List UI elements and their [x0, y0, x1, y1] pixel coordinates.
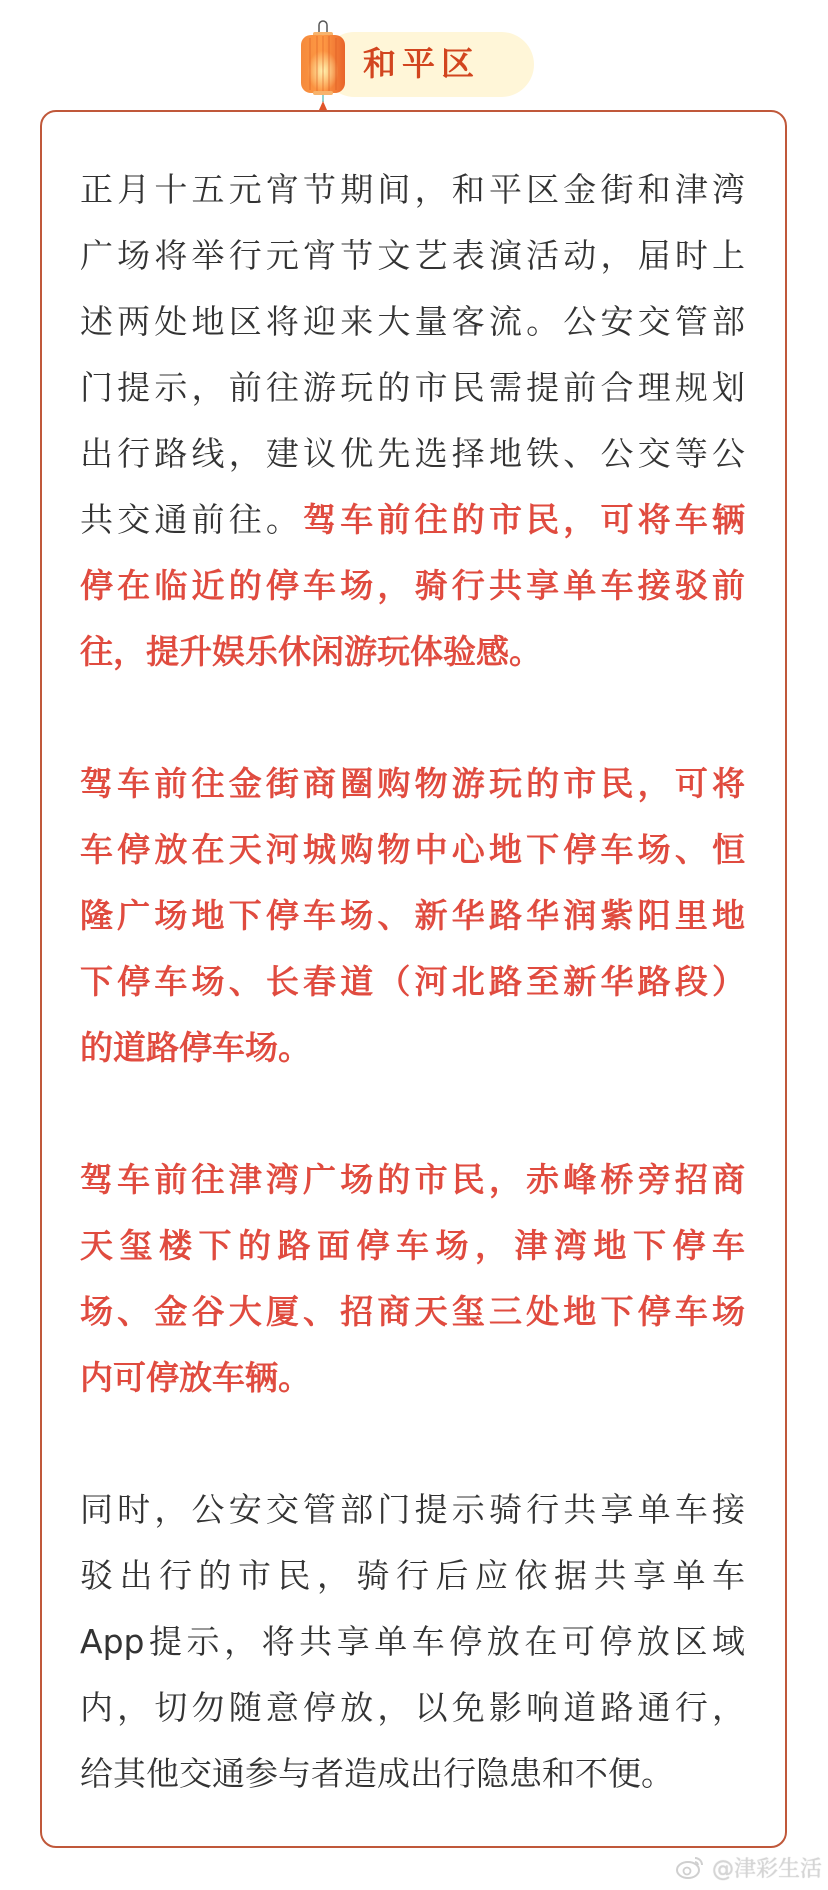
text-line	[80, 553, 745, 619]
text-line	[80, 883, 745, 949]
body-text: 内，切勿随意停放，以免影响道路通行，	[80, 1688, 745, 1727]
text-line	[80, 157, 745, 223]
text-line	[80, 817, 745, 883]
notice-body	[80, 157, 745, 1807]
text-line	[80, 289, 745, 355]
text-line	[80, 1015, 745, 1081]
weibo-icon	[676, 1854, 706, 1880]
highlighted-text: 下停车场、长春道（河北路至新华路段）	[80, 962, 745, 1001]
text-line	[80, 421, 745, 487]
text-line	[80, 1477, 745, 1543]
body-text: 述两处地区将迎来大量客流。公安交管部	[80, 302, 745, 341]
body-text: 同时，公安交管部门提示骑行共享单车接	[80, 1490, 745, 1529]
paragraph	[80, 751, 745, 1081]
text-line	[80, 751, 745, 817]
paragraph-spacer	[80, 1081, 745, 1147]
text-line	[80, 1279, 745, 1345]
highlighted-text: 场、金谷大厦、招商天玺三处地下停车场	[80, 1292, 745, 1331]
highlighted-text: 天玺楼下的路面停车场，津湾地下停车	[80, 1226, 745, 1265]
text-line	[80, 1147, 745, 1213]
text-line	[80, 487, 745, 553]
paragraph	[80, 157, 745, 685]
highlighted-text: 驾车前往金街商圈购物游玩的市民，可将	[80, 764, 745, 803]
text-line	[80, 1213, 745, 1279]
text-line	[80, 1675, 745, 1741]
body-text: 共交通前往。	[80, 500, 304, 539]
paragraph-spacer	[80, 685, 745, 751]
watermark	[676, 1852, 822, 1882]
highlighted-text: 驾车前往的市民，可将车辆	[303, 500, 746, 539]
body-text: 出行路线，建议优先选择地铁、公交等公	[80, 434, 745, 473]
text-line	[80, 1741, 745, 1807]
paragraph	[80, 1147, 745, 1411]
highlighted-text: 车停放在天河城购物中心地下停车场、恒	[80, 830, 745, 869]
watermark-text: @津彩生活	[712, 1856, 823, 1882]
text-line	[80, 1543, 745, 1609]
body-text: 门提示，前往游玩的市民需提前合理规划	[80, 368, 745, 407]
body-text: App提示，将共享单车停放在可停放区域	[80, 1622, 745, 1661]
text-line	[80, 619, 745, 685]
highlighted-text: 隆广场地下停车场、新华路华润紫阳里地	[80, 896, 745, 935]
paragraph-spacer	[80, 1411, 745, 1477]
section-header	[0, 0, 828, 112]
paragraph	[80, 1477, 745, 1807]
text-line	[80, 355, 745, 421]
body-text: 给其他交通参与者造成出行隐患和不便。	[80, 1754, 674, 1793]
highlighted-text: 驾车前往津湾广场的市民，赤峰桥旁招商	[80, 1160, 745, 1199]
text-line	[80, 223, 745, 289]
district-title: 和平区	[363, 44, 480, 83]
body-text: 正月十五元宵节期间，和平区金街和津湾	[80, 170, 745, 209]
lantern-icon	[298, 18, 348, 113]
highlighted-text: 往，提升娱乐休闲游玩体验感。	[80, 632, 542, 671]
highlighted-text: 停在临近的停车场，骑行共享单车接驳前	[80, 566, 745, 605]
body-text: 广场将举行元宵节文艺表演活动，届时上	[80, 236, 745, 275]
text-line	[80, 1345, 745, 1411]
highlighted-text: 内可停放车辆。	[80, 1358, 311, 1397]
highlighted-text: 的道路停车场。	[80, 1028, 311, 1067]
body-text: 驳出行的市民，骑行后应依据共享单车	[80, 1556, 745, 1595]
text-line	[80, 1609, 745, 1675]
text-line	[80, 949, 745, 1015]
